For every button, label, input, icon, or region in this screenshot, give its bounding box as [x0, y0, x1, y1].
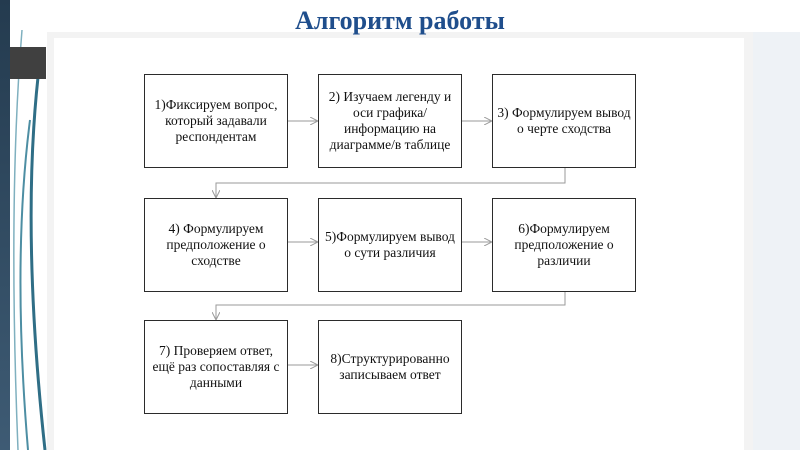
step-6-text: 6)Формулируем предположение о различии	[514, 220, 614, 269]
step-2-text: 2) Изучаем легенду и оси графика/информацию на диаграмме/в таблице	[328, 88, 452, 153]
step-1-text: 1)Фиксируем вопрос, который задавали респондентам	[154, 96, 278, 145]
step-5-text: 5)Формулируем вывод о сути различия	[325, 228, 455, 260]
step-5-box	[318, 198, 462, 292]
step-7-box	[144, 320, 288, 414]
step-3-box	[492, 74, 636, 168]
step-4-box	[144, 198, 288, 292]
step-8-text: 8)Структурированно записываем ответ	[330, 350, 450, 382]
step-2-box	[318, 74, 462, 168]
step-3-text: 3) Формулируем вывод о черте сходства	[497, 104, 631, 136]
arrow-3-4	[216, 168, 565, 197]
step-8-box	[318, 320, 462, 414]
step-1-box	[144, 74, 288, 168]
arrow-6-7	[216, 290, 565, 319]
slide-title: Алгоритм работы	[295, 6, 505, 35]
step-7-text: 7) Проверяем ответ, ещё раз сопоставляя с данными	[152, 342, 280, 391]
step-4-text: 4) Формулируем предположение о сходстве	[166, 220, 266, 269]
step-6-box	[492, 198, 636, 292]
